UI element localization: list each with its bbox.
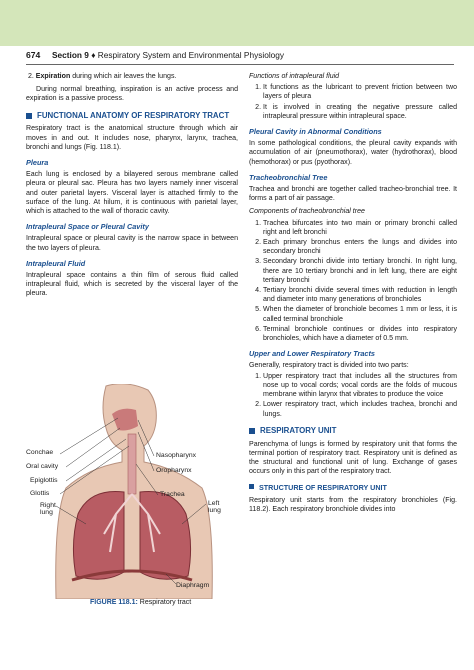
generally-paragraph: Generally, respiratory tract is divided into two parts: (249, 362, 409, 370)
list-item (263, 257, 457, 285)
structure-paragraph: Respiratory unit starts from the respiratory bronchioles (Fig. 118.2). Each respiratory bronchiole divides into (249, 496, 457, 513)
respiratory-unit-heading (249, 426, 457, 436)
list-item (263, 325, 457, 343)
label-epiglottis: Epiglottis (30, 477, 58, 484)
label-left-lung: Left lung (208, 500, 221, 514)
upper-lower-heading: Upper and Lower Respiratory Tracts (249, 349, 375, 359)
list-item (263, 103, 457, 121)
functional-anatomy-heading-text: FUNCTIONAL ANATOMY OF RESPIRATORY TRACT (37, 110, 230, 120)
component-text-3: Secondary bronchi divide into tertiary bronchi. In right lung, there are 10 tertiary bronchi and in left lung, there are eight tertiary bronchi (263, 258, 457, 284)
label-trachea: Trachea (160, 491, 185, 498)
section-label: Section 9 (52, 50, 89, 60)
expiration-item: 2. Expiration during which air leaves the lungs. (26, 73, 177, 80)
expiration-text: during which air leaves the lungs. (70, 73, 177, 80)
list-item (263, 400, 457, 418)
component-text-5: When the diameter of bronchiole becomes 1 mm or less, it is called terminal bronchiole (263, 306, 457, 323)
component-text-2: Each primary bronchus enters the lungs and divides into secondary bronchi (263, 239, 457, 256)
square-bullet-icon (26, 113, 32, 119)
respiratory-tract-illustration (26, 384, 238, 599)
label-conchae: Conchae (26, 449, 54, 456)
structure-heading-text: STRUCTURE OF RESPIRATORY UNIT (259, 483, 387, 493)
list-item (263, 305, 457, 323)
figure-caption (90, 599, 191, 606)
pleura-heading: Pleura (26, 158, 49, 168)
function-text-1: It functions as the lubricant to prevent friction between two layers of pleura (263, 84, 457, 101)
component-text-1: Trachea bifurcates into two main or primary bronchi called right and left bronchi (263, 219, 457, 236)
tracheobronchial-paragraph: Trachea and bronchi are together called tracheo-bronchial tree. It forms a part of air passage. (249, 186, 457, 203)
label-glottis: Glottis (30, 490, 50, 497)
square-bullet-icon (249, 484, 254, 489)
tract-text-2: Lower respiratory tract, which includes trachea, bronchi and lungs. (263, 401, 457, 418)
structure-heading (249, 483, 457, 492)
figure-caption-text: Respiratory tract (137, 599, 192, 606)
label-diaphragm: Diaphragm (176, 582, 210, 589)
list-item (263, 83, 457, 101)
label-nasopharynx: Nasopharynx (156, 452, 197, 459)
left-column (26, 72, 238, 303)
abnormal-paragraph: In some pathological conditions, the pleural cavity expands with accumulation of air (pneumothorax), water (hydrothorax), blood (hemothorax) or pus (pyothorax). (249, 140, 457, 166)
label-right-lung: Right lung (40, 502, 56, 516)
component-text-6: Terminal bronchiole continues or divides into respiratory bronchioles, which have a diameter of 0.5 mm. (263, 325, 457, 343)
functions-heading: Functions of intrapleural fluid (249, 73, 340, 80)
abnormal-heading: Pleural Cavity in Abnormal Conditions (249, 127, 382, 137)
page-header (0, 46, 474, 68)
figure-caption-label: FIGURE 118.1: (90, 599, 138, 606)
expiration-label: Expiration (35, 73, 71, 80)
list-item (263, 238, 457, 256)
tracheobronchial-heading: Tracheobronchial Tree (249, 172, 328, 182)
components-list (249, 219, 457, 344)
page-number: 674 (26, 50, 41, 60)
components-heading: Components of tracheobronchial tree (249, 208, 365, 216)
component-text-4: Tertiary bronchi divide several times with reduction in length and diameter into many generations of bronchioles (263, 287, 457, 304)
intrapleural-space-heading: Intrapleural Space or Pleural Cavity (26, 222, 149, 232)
functions-list (249, 83, 457, 121)
intrapleural-fluid-heading: Intrapleural Fluid (26, 258, 86, 268)
respiratory-tract-figure (26, 384, 238, 624)
function-text-2: It is involved in creating the negative pressure called intrapleural pressure within intrapleural space. (263, 103, 457, 120)
header-rule (26, 64, 454, 65)
respiratory-unit-heading-text: RESPIRATORY UNIT (260, 425, 337, 435)
intrapleural-space-paragraph: Intrapleural space or pleural cavity is the narrow space in between the two layers of pleura. (26, 235, 238, 252)
top-color-band (0, 0, 474, 46)
label-oral-cavity: Oral cavity (26, 463, 59, 470)
breathing-paragraph: During normal breathing, inspiration is an active process and expiration is a passive process. (26, 86, 238, 103)
section-title (52, 50, 284, 60)
trachea-shape (128, 434, 136, 494)
list-item (263, 372, 457, 400)
list-item (263, 219, 457, 237)
intrapleural-fluid-paragraph: Intrapleural space contains a thin film of serous fluid called intrapleural fluid, which is secreted by the visceral layer of the pleura. (26, 272, 238, 298)
list-item (263, 286, 457, 304)
functional-anatomy-paragraph: Respiratory tract is the anatomical structure through which air moves in and out. It includes nose, pharynx, larynx, trachea, bronchi and lungs (Fig. 118.1). (26, 125, 238, 151)
label-oropharynx: Oropharynx (156, 467, 192, 474)
tract-text-1: Upper respiratory tract that includes all the structures from nose up to vocal cords; vocal cords are the folds of mucous membrane within larynx that vibrates to produce the voice (263, 372, 457, 399)
functional-anatomy-heading (26, 111, 238, 121)
section-diamond-icon: ♦ (91, 50, 96, 60)
tracts-list (249, 372, 457, 419)
square-bullet-icon (249, 428, 255, 434)
respiratory-unit-paragraph: Parenchyma of lungs is formed by respiratory unit that forms the terminal portion of respiratory tract. Respiratory unit is defined as the structural and functional unit of lung. Exchange of gases occurs only in this part of the respiratory tract. (249, 440, 457, 476)
pleura-paragraph: Each lung is enclosed by a bilayered serous membrane called pleura or pleural sac. Pleura has two layers namely inner visceral and outer parietal layers. Visceral layer is attached firmly to the surface of the lung. At hilum, it is continuous with parietal layer, which is attached to the wall of thoracic cavity. (26, 171, 238, 216)
section-name: Respiratory System and Environmental Physiology (97, 50, 285, 60)
right-column (249, 72, 457, 518)
